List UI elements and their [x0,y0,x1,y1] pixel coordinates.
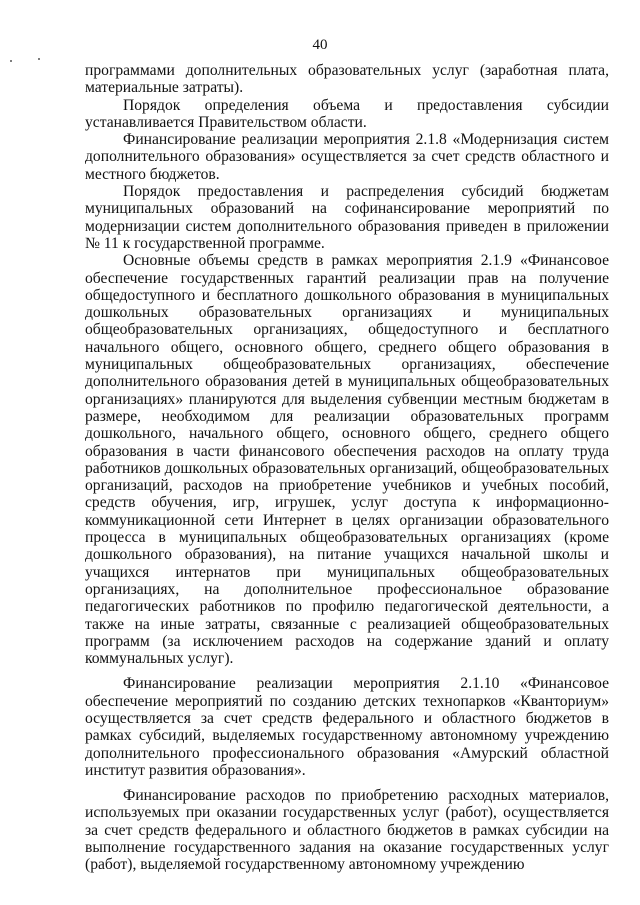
paragraph-consumables-funding: Финансирование расходов по приобретению расходных материалов, используемых при оказании государственных услуг (работ), осуществляется за счет средств федерального и областного бюджетов в рамках субсидии на выполнение государственного задания на оказание государственных услуг (работ), выделяемой государственному автономному учреждению [85,787,609,874]
scan-speck [38,58,40,60]
paragraph-measure-2-1-10: Финансирование реализации мероприятия 2.1.10 «Финансовое обеспечение мероприятий по созданию детских технопарков «Кванториум» осуществляется за счет средств федерального и областного бюджетов в рамках субсидий, выделяемых государственному автономному учреждению дополнительного профессионального образования «Амурский областной институт развития образования». [85,675,609,779]
paragraph-measure-2-1-9: Основные объемы средств в рамках мероприятия 2.1.9 «Финансовое обеспечение государственных гарантий реализации прав на получение общедоступного и бесплатного дошкольного образования в муниципальных дошкольных образовательных организациях и муниципальных общеобразовательных организациях, общедоступного и бесплатного начального общего, основного общего, среднего общего образования в муниципальных общеобразовательных организациях, обеспечение дополнительного образования детей в муниципальных общеобразовательных организациях» планируются для выделения субвенции местным бюджетам в размере, необходимом для реализации образовательных программ дошкольного, начального общего, основного общего, среднего общего образования в части финансового обеспечения расходов на оплату труда работников дошкольных образовательных организаций, общеобразовательных организаций, расходов на приобретение учебников и учебных пособий, средств обучения, игр, игрушек, услуг доступа к информационно-коммуникационной сети Интернет в целях организации образовательного процесса в муниципальных общеобразовательных организациях (кроме дошкольного образования), на питание учащихся начальной школы и учащихся интернатов при муниципальных общеобразовательных организациях, на дополнительное профессиональное образование педагогических работников по профилю педагогической деятельности, а также на иные затраты, связанные с реализацией общеобразовательных программ (за исключением расходов на содержание зданий и оплату коммунальных услуг). [85,252,609,668]
paragraph-measure-2-1-8: Финансирование реализации мероприятия 2.1.8 «Модернизация систем дополнительного образования» осуществляется за счет средств областного и местного бюджетов. [85,131,609,183]
paragraph-continuation: программами дополнительных образовательных услуг (заработная плата, материальные затраты). [85,62,609,97]
paragraph-subsidy-procedure: Порядок определения объема и предоставления субсидии устанавливается Правительством области. [85,96,609,131]
page-number: 40 [312,37,328,53]
document-body [85,62,609,874]
paragraph-subsidy-distribution: Порядок предоставления и распределения субсидий бюджетам муниципальных образований на софинансирование мероприятий по модернизации систем дополнительного образования приведен в приложении № 11 к государственной программе. [85,183,609,252]
scan-speck [10,60,12,62]
